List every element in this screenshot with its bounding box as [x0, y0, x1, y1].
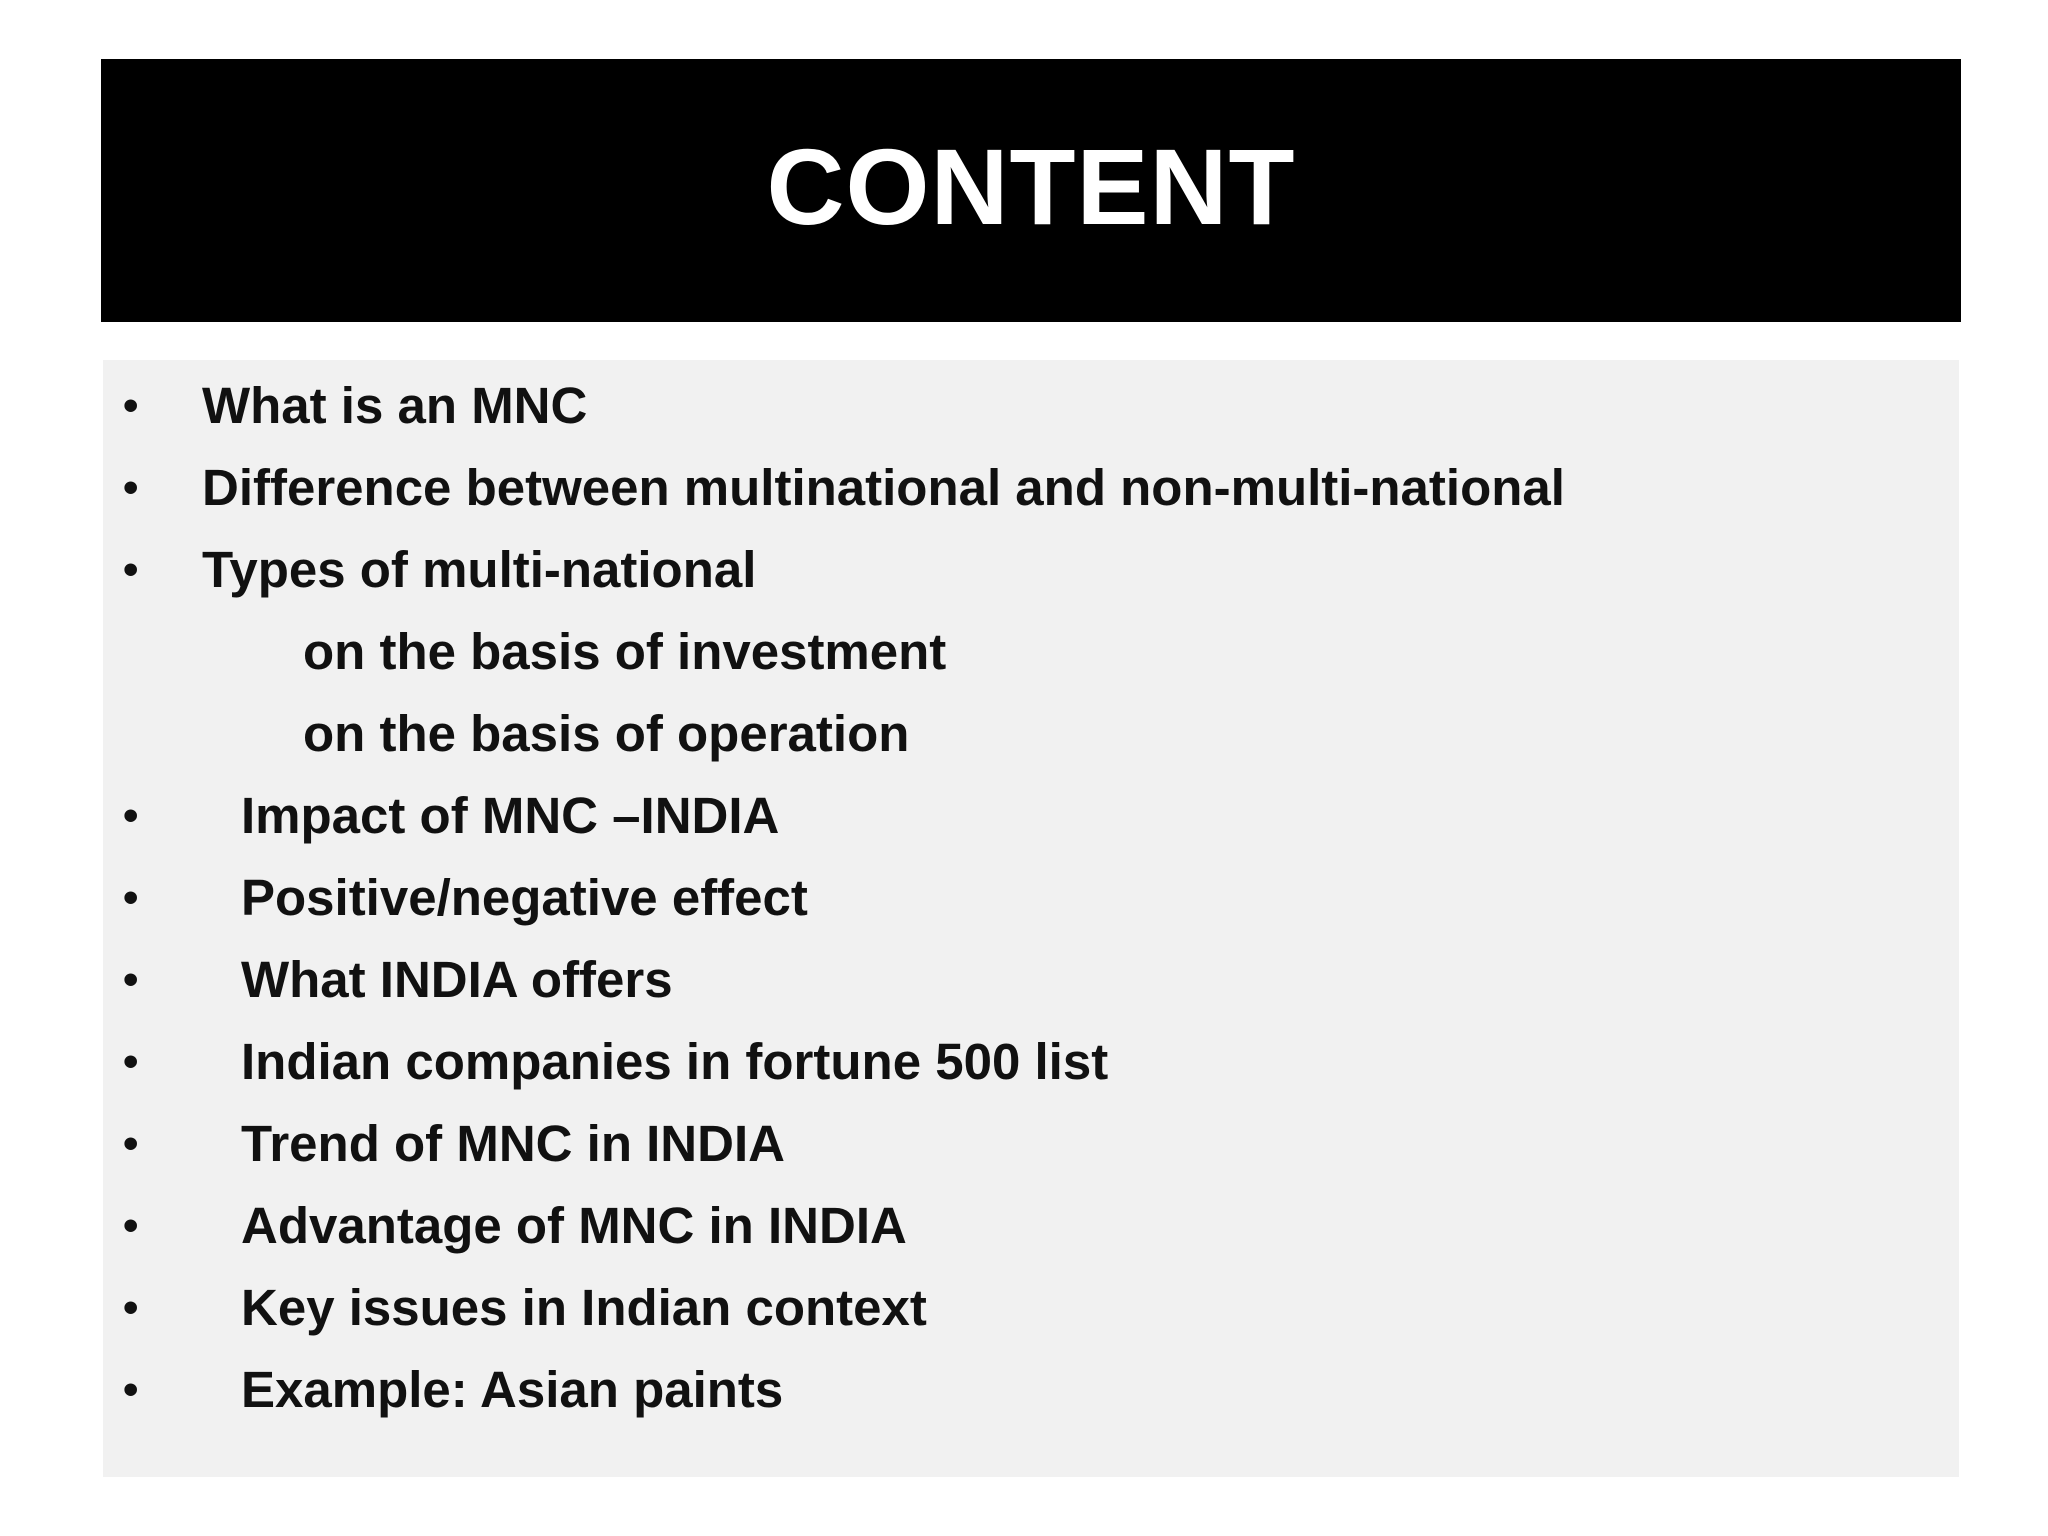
list-item-label: What is an MNC	[202, 377, 588, 434]
bullet-icon: •	[123, 955, 139, 1004]
list-item-label: Impact of MNC –INDIA	[241, 787, 780, 844]
list-item-label: Key issues in Indian context	[241, 1279, 927, 1336]
slide-title: CONTENT	[766, 126, 1296, 247]
bullet-icon: •	[123, 1119, 139, 1168]
bullet-icon: •	[123, 1037, 139, 1086]
title-banner	[101, 59, 1961, 322]
content-list	[103, 360, 1959, 1477]
list-item-label: Indian companies in fortune 500 list	[241, 1033, 1109, 1090]
list-item-label: Types of multi-national	[202, 541, 757, 598]
bullet-icon: •	[123, 791, 139, 840]
bullet-icon: •	[123, 1201, 139, 1250]
list-item-label: Difference between multinational and non-multi-national	[202, 459, 1565, 516]
bullet-icon: •	[123, 545, 139, 594]
list-item-label: What INDIA offers	[241, 951, 673, 1008]
sub-list-item-label: on the basis of investment	[303, 623, 947, 680]
list-item-label: Positive/negative effect	[241, 869, 808, 926]
bullet-icon: •	[123, 1283, 139, 1332]
bullet-icon: •	[123, 381, 139, 430]
sub-list-item-label: on the basis of operation	[303, 705, 910, 762]
bullet-icon: •	[123, 463, 139, 512]
bullet-icon: •	[123, 873, 139, 922]
list-item-label: Advantage of MNC in INDIA	[241, 1197, 907, 1254]
bullet-icon: •	[123, 1365, 139, 1414]
list-item-label: Example: Asian paints	[241, 1361, 784, 1418]
list-item-label: Trend of MNC in INDIA	[241, 1115, 785, 1172]
